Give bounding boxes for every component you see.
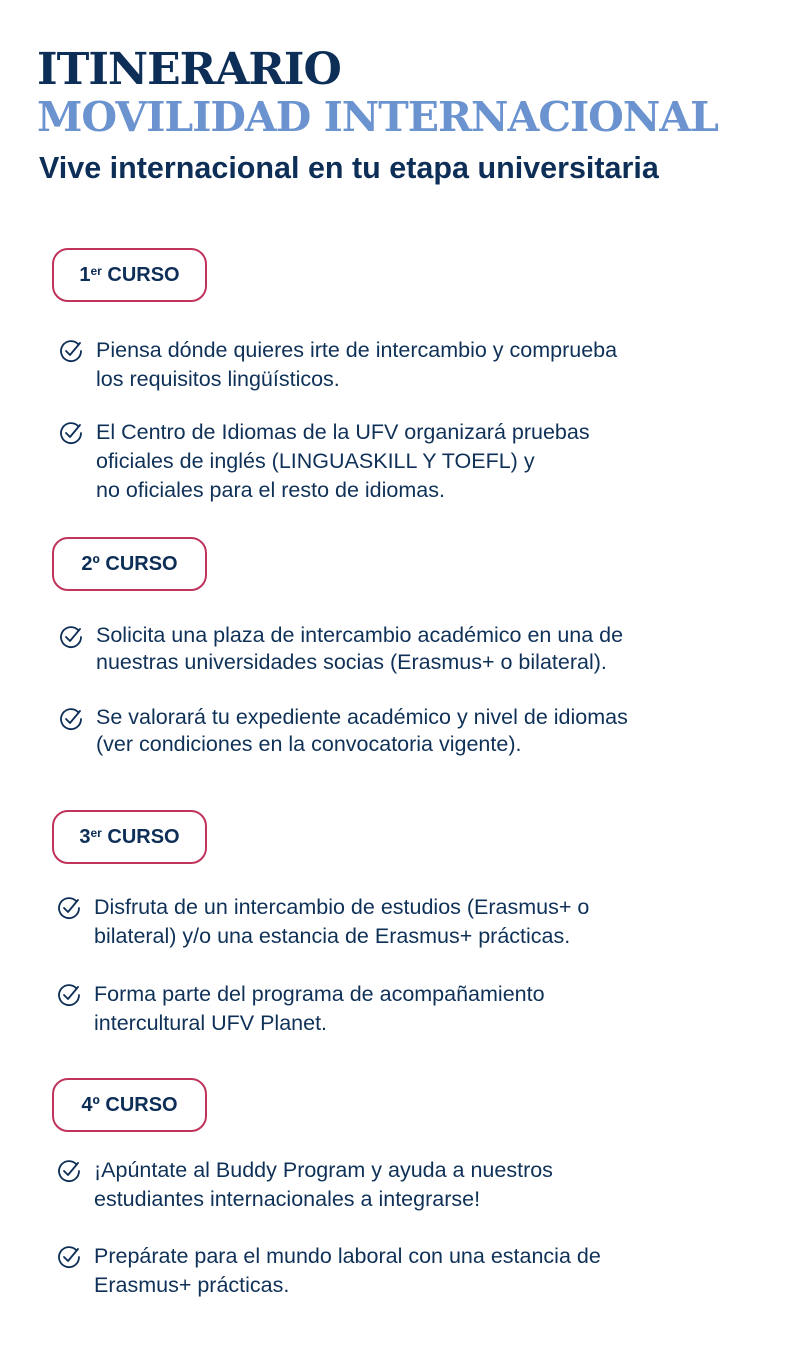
course-number: 2º: [81, 552, 100, 575]
item-text: Piensa dónde quieres irte de intercambio y comprueba los requisitos lingüísticos.: [96, 338, 618, 391]
item-text: El Centro de Idiomas de la UFV organizará pruebas oficiales de inglés (LINGUASKILL Y TOEFL) y no oficiales para el resto de idiomas.: [96, 420, 590, 502]
course-label: CURSO: [105, 1093, 178, 1116]
title-itinerario: ITINERARIO: [37, 44, 341, 95]
course-badge-1: [52, 248, 207, 302]
course-number: 3: [79, 825, 91, 848]
course-label: CURSO: [105, 552, 178, 575]
course-badge-2: [52, 537, 207, 591]
check-circle-icon: [58, 706, 84, 732]
title-movilidad-internacional: MOVILIDAD INTERNACIONAL: [37, 93, 718, 141]
item-text: Prepárate para el mundo laboral con una estancia de Erasmus+ prácticas.: [94, 1244, 601, 1297]
item-text: Forma parte del programa de acompañamiento intercultural UFV Planet.: [94, 982, 545, 1035]
check-circle-icon: [58, 338, 84, 364]
item-text: Solicita una plaza de intercambio académico en una de nuestras universidades socias (Erasmus+ o bilateral).: [96, 623, 624, 674]
check-circle-icon: [56, 1244, 82, 1270]
course-label: CURSO: [107, 263, 180, 286]
check-circle-icon: [58, 624, 84, 650]
header: [37, 44, 718, 188]
course-number: 1: [79, 263, 91, 286]
item-text: Disfruta de un intercambio de estudios (Erasmus+ o bilateral) y/o una estancia de Erasmus+ prácticas.: [94, 895, 590, 948]
course-number: 4º: [81, 1093, 100, 1116]
subtitle: Vive internacional en tu etapa universitaria: [39, 151, 659, 185]
check-circle-icon: [56, 1158, 82, 1184]
course-suffix: er: [90, 826, 102, 840]
course-badge-3: [52, 810, 207, 864]
check-circle-icon: [56, 895, 82, 921]
course-badge-4: [52, 1078, 207, 1132]
course-label: CURSO: [107, 825, 180, 848]
item-text: Se valorará tu expediente académico y nivel de idiomas (ver condiciones en la convocatoria vigente).: [96, 705, 628, 756]
check-circle-icon: [56, 982, 82, 1008]
course-suffix: er: [90, 264, 102, 278]
item-text: ¡Apúntate al Buddy Program y ayuda a nuestros estudiantes internacionales a integrarse!: [94, 1158, 553, 1211]
check-circle-icon: [58, 420, 84, 446]
